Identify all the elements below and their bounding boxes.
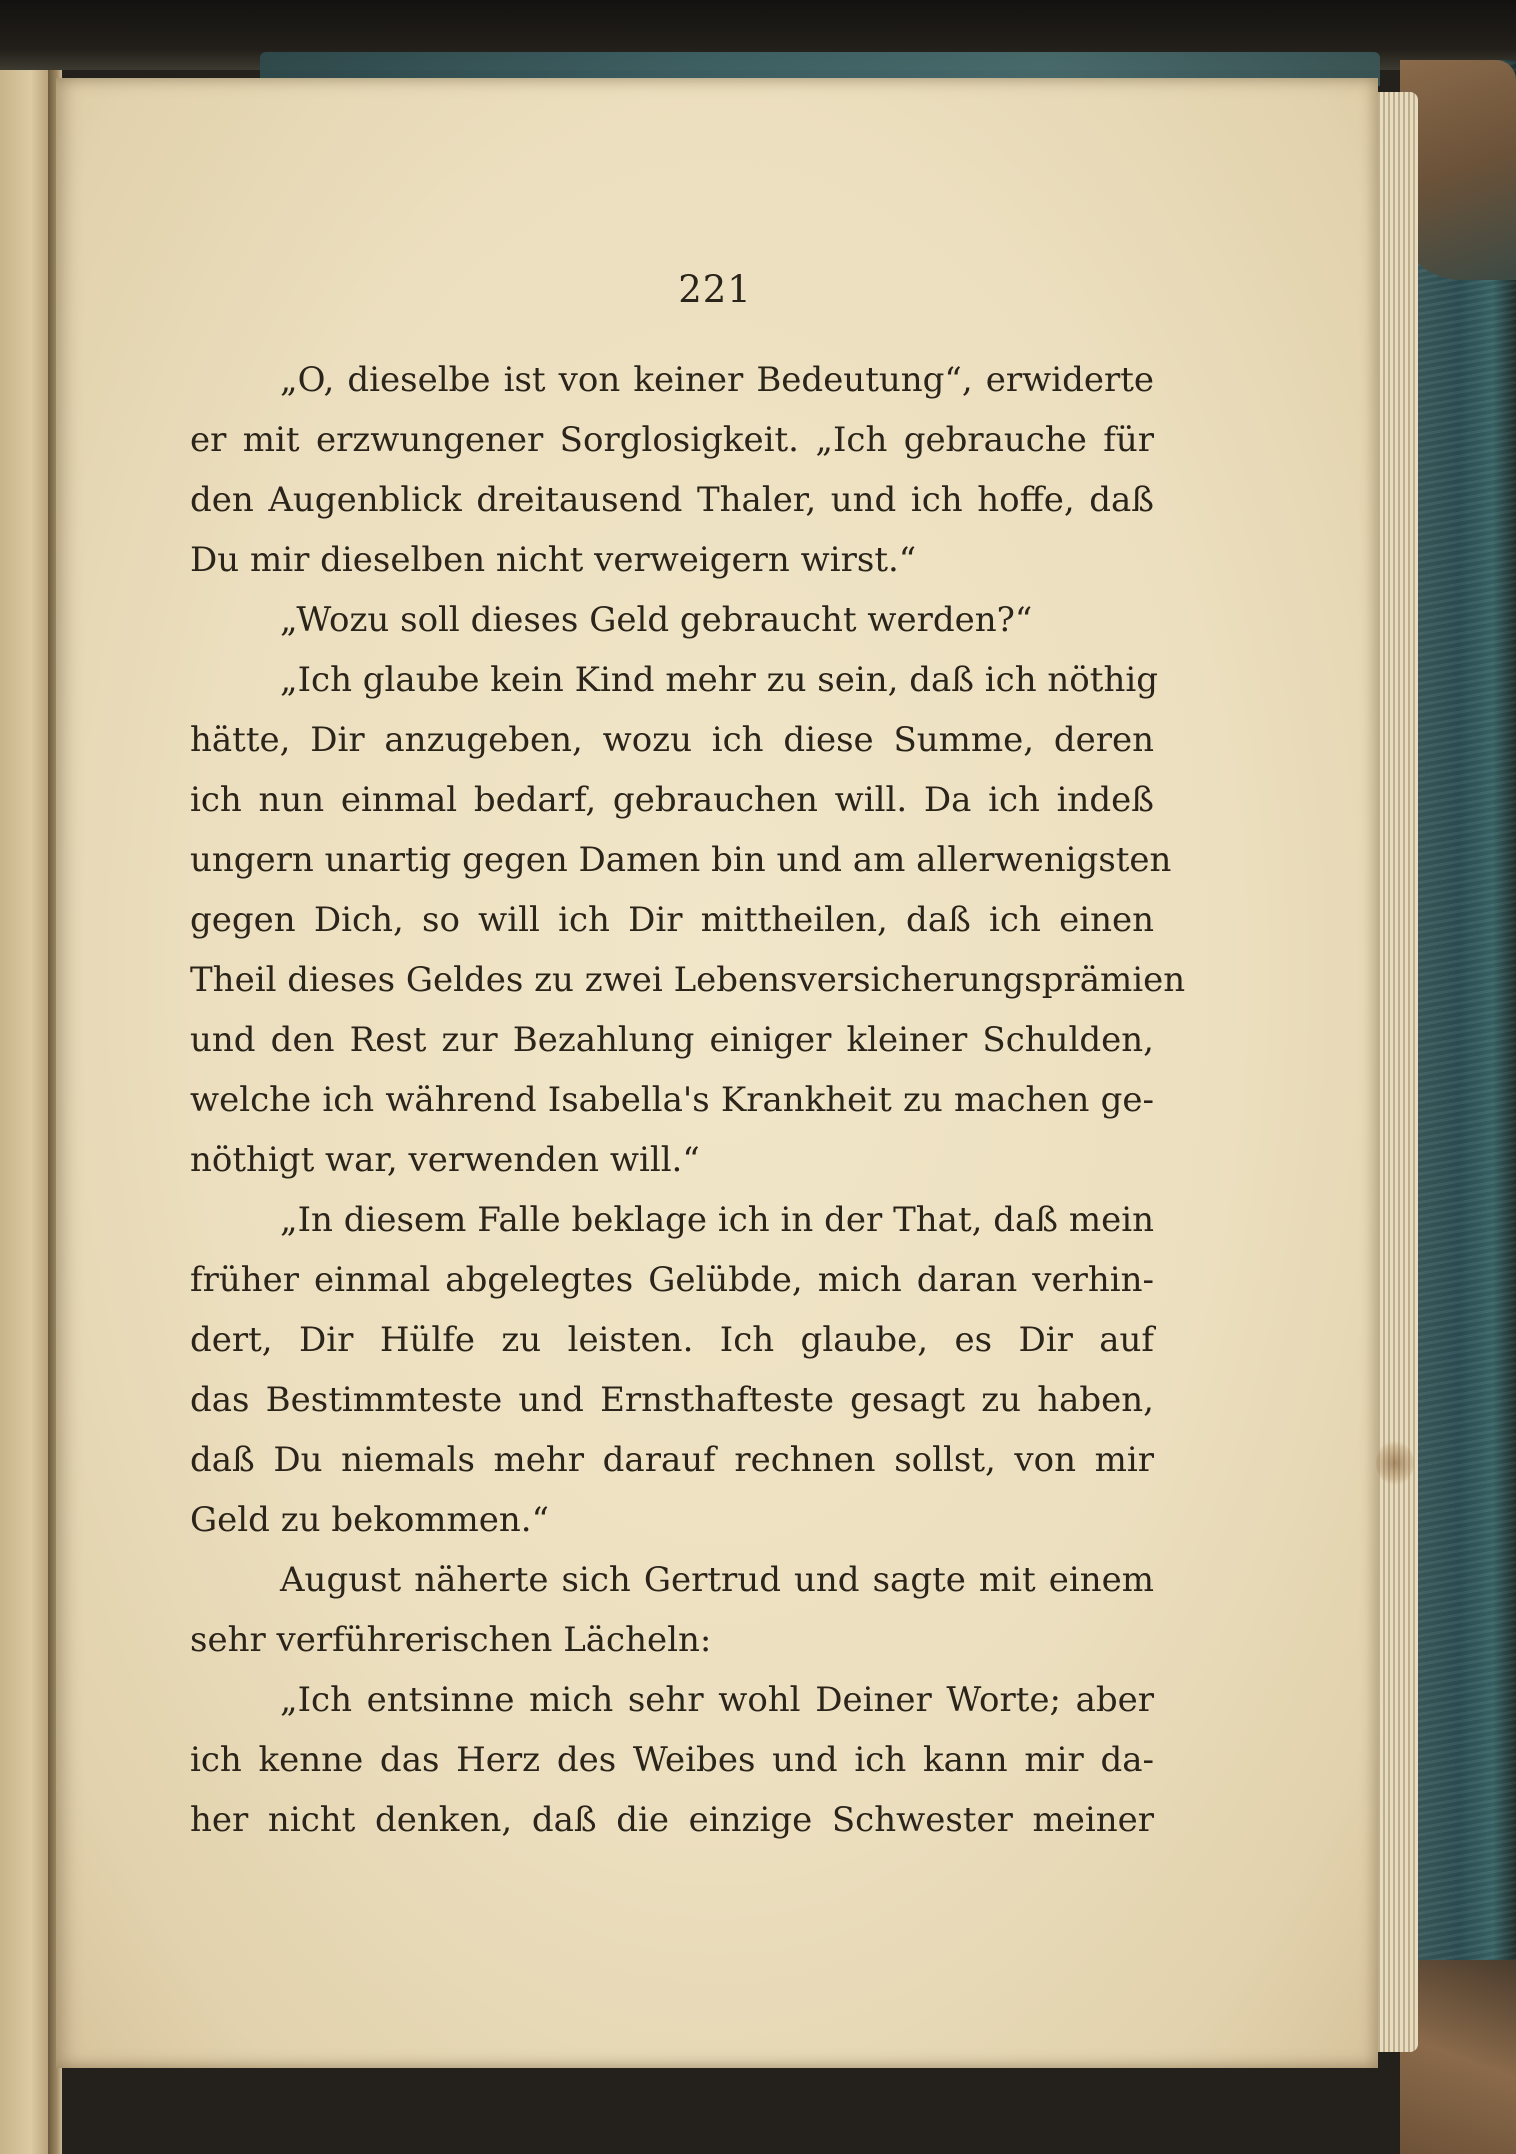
text-line: „Ich glaube kein Kind mehr zu sein, daß ich nöthig bbox=[280, 660, 1158, 700]
text-line: nöthigt war, verwenden will.“ bbox=[190, 1140, 700, 1180]
text-line: „Ich entsinne mich sehr wohl Deiner Worte; aber bbox=[280, 1680, 1154, 1720]
text-line: Geld zu bekommen.“ bbox=[190, 1500, 549, 1540]
text-line: und den Rest zur Bezahlung einiger kleiner Schulden, bbox=[190, 1020, 1154, 1060]
text-line: August näherte sich Gertrud und sagte mit einem bbox=[280, 1560, 1154, 1600]
text-line: „Wozu soll dieses Geld gebraucht werden?“ bbox=[280, 600, 1033, 640]
text-line: her nicht denken, daß die einzige Schwester meiner bbox=[190, 1800, 1154, 1840]
text-line: ich kenne das Herz des Weibes und ich kann mir da- bbox=[190, 1740, 1154, 1780]
body-text bbox=[190, 350, 1186, 1850]
text-line: Du mir dieselben nicht verweigern wirst.“ bbox=[190, 540, 917, 580]
text-line: er mit erzwungener Sorglosigkeit. „Ich gebrauche für bbox=[190, 420, 1154, 460]
text-line: gegen Dich, so will ich Dir mittheilen, daß ich einen bbox=[190, 900, 1154, 940]
text-line: den Augenblick dreitausend Thaler, und ich hoffe, daß bbox=[190, 480, 1154, 520]
previous-page-edge bbox=[0, 70, 52, 2154]
text-line: früher einmal abgelegtes Gelübde, mich daran verhin- bbox=[190, 1260, 1154, 1300]
text-line: „O, dieselbe ist von keiner Bedeutung“, erwiderte bbox=[280, 360, 1154, 400]
text-line: „In diesem Falle beklage ich in der That, daß mein bbox=[280, 1200, 1154, 1240]
text-line: Theil dieses Geldes zu zwei Lebensversicherungsprämien bbox=[190, 960, 1186, 1000]
page-stain bbox=[1376, 1440, 1414, 1486]
text-line: dert, Dir Hülfe zu leisten. Ich glaube, es Dir auf bbox=[190, 1320, 1154, 1360]
text-line: daß Du niemals mehr darauf rechnen sollst, von mir bbox=[190, 1440, 1154, 1480]
text-line: das Bestimmteste und Ernsthafteste gesagt zu haben, bbox=[190, 1380, 1154, 1420]
text-line: ungern unartig gegen Damen bin und am allerwenigsten bbox=[190, 840, 1172, 880]
text-line: hätte, Dir anzugeben, wozu ich diese Summe, deren bbox=[190, 720, 1154, 760]
page-number: 221 bbox=[678, 268, 752, 311]
text-line: welche ich während Isabella's Krankheit zu machen ge- bbox=[190, 1080, 1154, 1120]
text-line: sehr verführerischen Lächeln: bbox=[190, 1620, 712, 1660]
text-line: ich nun einmal bedarf, gebrauchen will. Da ich indeß bbox=[190, 780, 1154, 820]
